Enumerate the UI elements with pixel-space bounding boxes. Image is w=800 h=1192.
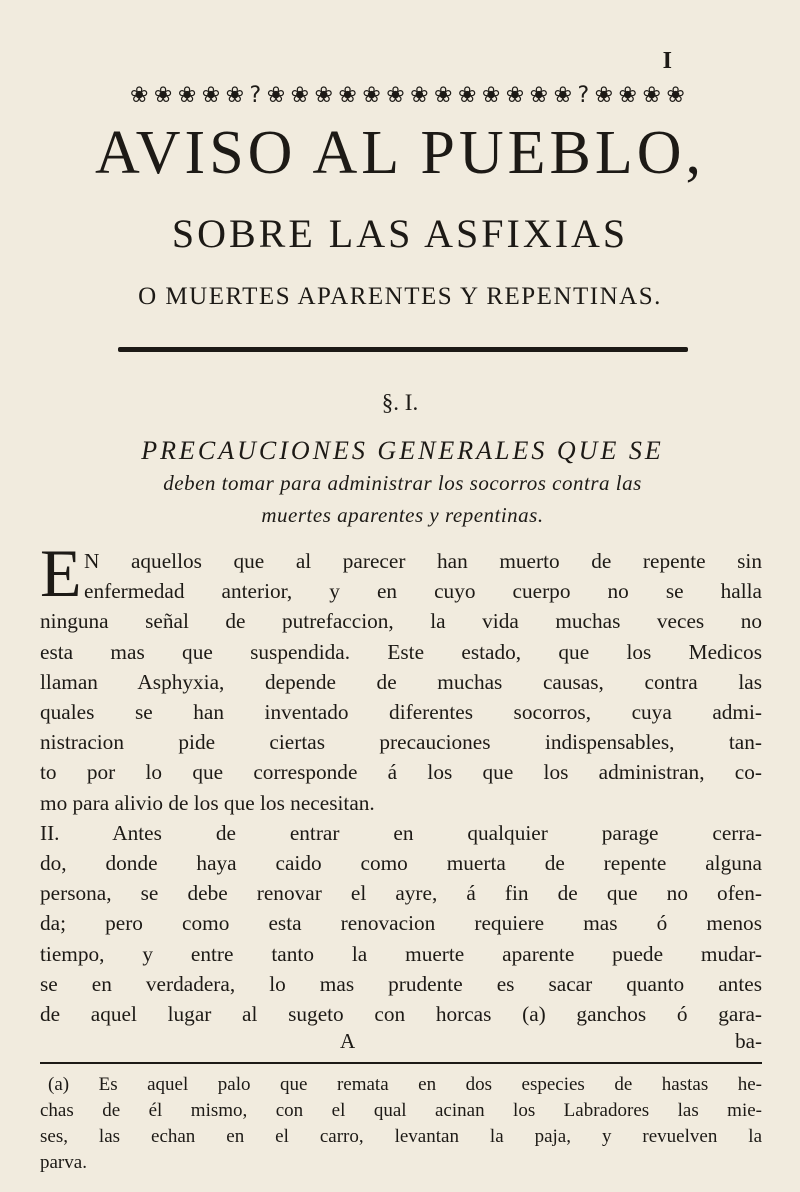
body-line: esta mas que suspendida. Este estado, que los Medicos bbox=[40, 639, 762, 664]
ornament-glyph: ❀ bbox=[642, 82, 661, 108]
document-subtitle-secondary: O MUERTES APARENTES Y REPENTINAS. bbox=[138, 283, 662, 310]
ornament-glyph: ❀ bbox=[618, 82, 637, 108]
body-line: to por lo que corresponde á los que los administran, co- bbox=[40, 760, 762, 785]
body-line: enfermedad anterior, y en cuyo cuerpo no se halla bbox=[84, 579, 762, 604]
catchword: ba- bbox=[735, 1029, 762, 1053]
body-line: se en verdadera, lo mas prudente es sacar quanto antes bbox=[40, 971, 762, 996]
section-heading-line-2: deben tomar para administrar los socorros contra las bbox=[163, 471, 642, 495]
ornament-glyph: ❀ bbox=[266, 82, 286, 108]
signature-row bbox=[40, 1029, 762, 1059]
ornament-glyph: ? bbox=[577, 82, 590, 108]
ornament-glyph: ❀ bbox=[553, 82, 572, 108]
ornament-glyph: ❀ bbox=[529, 82, 549, 108]
body-line: de aquel lugar al sugeto con horcas (a) ganchos ó gara- bbox=[40, 1002, 762, 1027]
page-number: I bbox=[662, 48, 672, 74]
document-title: AVISO AL PUEBLO, bbox=[94, 119, 705, 187]
body-line: tiempo, y entre tanto la muerte aparente puede mudar- bbox=[40, 941, 762, 966]
body-line: II. Antes de entrar en qualquier parage cerra- bbox=[40, 820, 762, 845]
footnote-line: (a) Es aquel palo que remata en dos especies de hastas he- bbox=[48, 1074, 762, 1095]
section-number: §. I. bbox=[381, 390, 419, 415]
footnote-line: parva. bbox=[40, 1152, 87, 1173]
ornament-glyph: ❀ bbox=[153, 82, 173, 108]
section-heading-line-1: PRECAUCIONES GENERALES QUE SE bbox=[141, 436, 664, 465]
ornament-glyph: ❀ bbox=[594, 82, 614, 108]
body-line: da; pero como esta renovacion requiere mas ó menos bbox=[40, 911, 762, 936]
ornament-glyph: ❀ bbox=[290, 82, 310, 108]
ornament-glyph: ❀ bbox=[362, 82, 381, 108]
footnote-line: chas de él mismo, con el qual acinan los Labradores las mie- bbox=[40, 1100, 762, 1121]
ornament-glyph: ❀ bbox=[314, 82, 333, 108]
body-line: persona, se debe renovar el ayre, á fin de que no ofen- bbox=[40, 881, 762, 906]
ornament-glyph: ❀ bbox=[457, 82, 477, 108]
ornament-glyph: ❀ bbox=[410, 82, 429, 108]
ornament-glyph: ❀ bbox=[505, 82, 525, 108]
ornament-glyph: ❀ bbox=[201, 82, 221, 108]
document-subtitle: SOBRE LAS ASFIXIAS bbox=[171, 211, 629, 256]
footnote-line: ses, las echan en el carro, levantan la paja, y revuelven la bbox=[40, 1126, 762, 1147]
body-line: nistracion pide ciertas precauciones indispensables, tan- bbox=[40, 730, 762, 755]
body-line: ninguna señal de putrefaccion, la vida muchas veces no bbox=[40, 609, 762, 634]
footnote-divider bbox=[40, 1062, 762, 1064]
body-line: quales se han inventado diferentes socorros, cuya admi- bbox=[40, 700, 762, 725]
ornament-glyph: ❀ bbox=[130, 82, 149, 108]
ornament-glyph: ❀ bbox=[225, 82, 245, 108]
body-text bbox=[40, 546, 762, 1029]
section-heading-line-3: muertes aparentes y repentinas. bbox=[261, 503, 544, 527]
ornament-glyph: ? bbox=[249, 82, 262, 108]
body-line: mo para alivio de los que los necesitan. bbox=[40, 790, 375, 815]
signature-mark: A bbox=[340, 1029, 356, 1053]
ornament-glyph: ❀ bbox=[481, 82, 501, 108]
body-line: N aquellos que al parecer han muerto de repente sin bbox=[84, 549, 762, 573]
ornament-glyph: ❀ bbox=[434, 82, 453, 108]
ornament-glyph: ❀ bbox=[177, 82, 197, 108]
ornament-glyph: ❀ bbox=[666, 82, 685, 108]
ornament-glyph: ❀ bbox=[386, 82, 405, 108]
ornament-glyph: ❀ bbox=[338, 82, 357, 108]
body-line: do, donde haya caido como muerta de repente alguna bbox=[40, 851, 762, 876]
drop-cap: E bbox=[40, 535, 82, 611]
divider-rule bbox=[118, 347, 688, 352]
body-line: llaman Asphyxia, depende de muchas causas, contra las bbox=[40, 669, 762, 694]
ornament-border bbox=[130, 78, 685, 112]
footnote bbox=[40, 1072, 762, 1176]
